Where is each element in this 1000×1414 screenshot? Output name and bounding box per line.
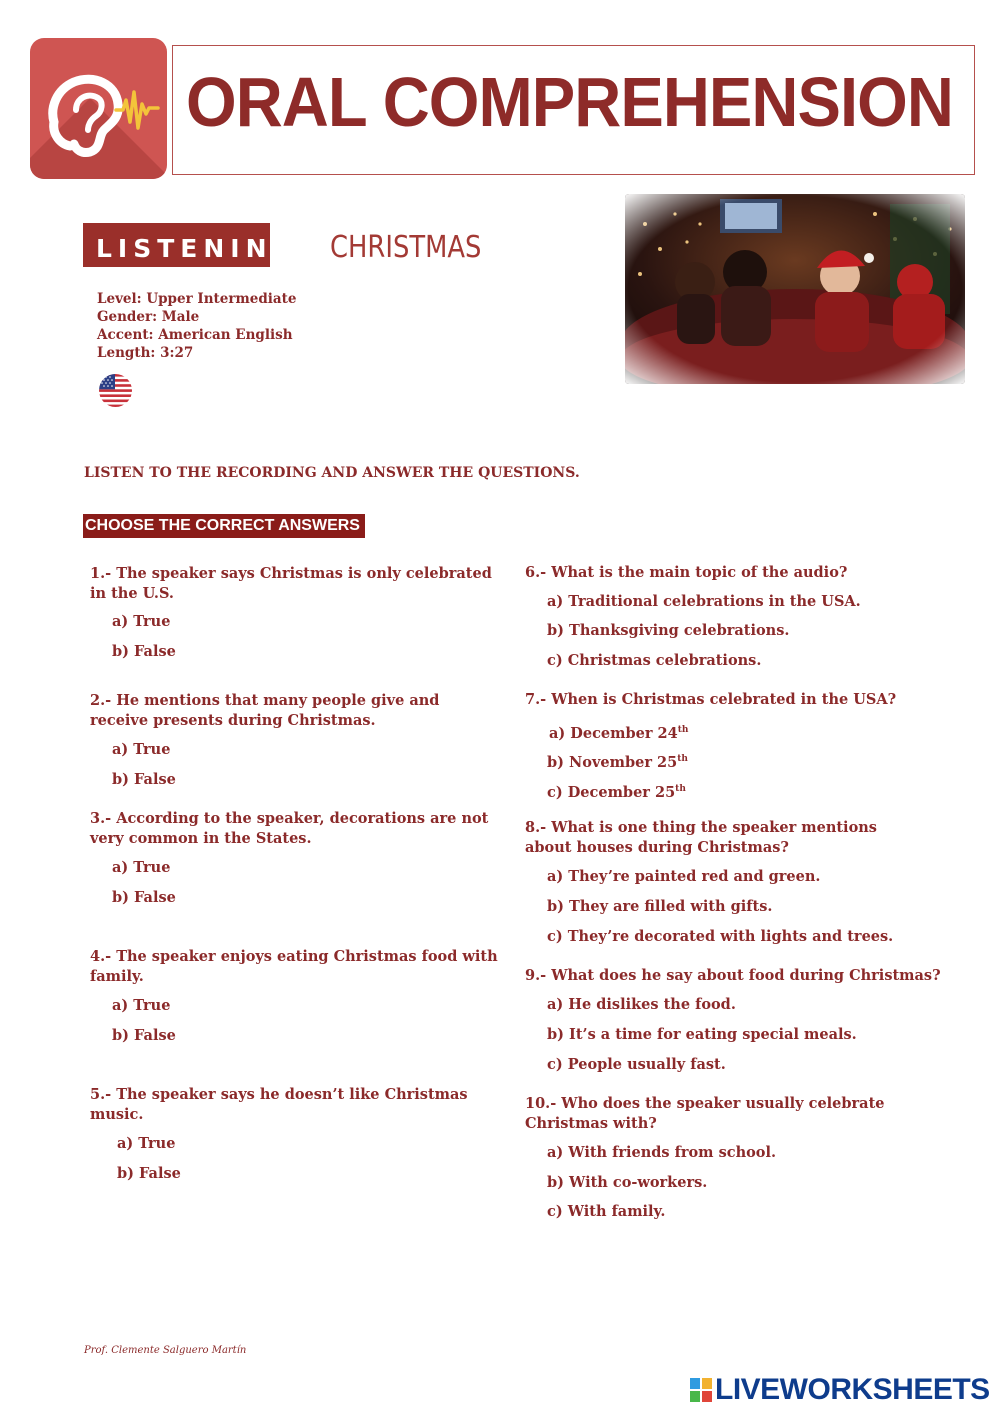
q8-option-b[interactable]: b) They are filled with gifts. [547, 898, 773, 915]
q9-option-c[interactable]: c) People usually fast. [547, 1056, 726, 1073]
question-7: 7.- When is Christmas celebrated in the USA? [525, 691, 897, 708]
logo [30, 38, 167, 179]
question-8: 8.- What is one thing the speaker mentions about houses during Christmas? [525, 819, 877, 856]
topic-title: CHRISTMAS [330, 230, 482, 265]
question-6: 6.- What is the main topic of the audio? [525, 564, 848, 581]
section-title: CHOOSE THE CORRECT ANSWERS [83, 514, 365, 538]
question-1: 1.- The speaker says Christmas is only celebrated in the U.S. [90, 565, 492, 602]
q9-option-b[interactable]: b) It’s a time for eating special meals. [547, 1026, 857, 1043]
ordinal-suffix: th [677, 754, 688, 764]
q2-option-a[interactable]: a) True [112, 741, 171, 758]
q1-option-a[interactable]: a) True [112, 613, 171, 630]
q10-option-c[interactable]: c) With family. [547, 1203, 666, 1220]
q8-option-a[interactable]: a) They’re painted red and green. [547, 868, 821, 885]
q7-option-b[interactable] [547, 749, 688, 773]
q9-option-a[interactable]: a) He dislikes the food. [547, 996, 736, 1013]
q5-option-b[interactable]: b) False [117, 1165, 181, 1182]
q6-option-b[interactable]: b) Thanksgiving celebrations. [547, 622, 790, 639]
ordinal-suffix: th [677, 725, 689, 735]
christmas-family-photo [625, 194, 965, 384]
author-credit: Prof. Clemente Salguero Martín [84, 1345, 247, 1356]
question-10: 10.- Who does the speaker usually celebrate Christmas with? [525, 1095, 885, 1132]
q7-option-c[interactable] [547, 779, 686, 803]
q7-option-a[interactable] [549, 720, 688, 744]
ear-soundwave-icon [30, 38, 167, 179]
page-title: ORAL COMPREHENSION [186, 63, 953, 141]
q7-option-b-label: b) November 25 [547, 754, 678, 771]
question-5: 5.- The speaker says he doesn’t like Christmas music. [90, 1086, 468, 1123]
length-text: Length: 3:27 [97, 345, 194, 361]
q4-option-b[interactable]: b) False [112, 1027, 176, 1044]
q10-option-a[interactable]: a) With friends from school. [547, 1144, 777, 1161]
q3-option-a[interactable]: a) True [112, 859, 171, 876]
ordinal-suffix: th [675, 784, 686, 794]
q4-option-a[interactable]: a) True [112, 997, 171, 1014]
q5-option-a[interactable]: a) True [117, 1135, 176, 1152]
gender-text: Gender: Male [97, 309, 200, 325]
instruction-text: LISTEN TO THE RECORDING AND ANSWER THE QUESTIONS. [84, 465, 580, 481]
q7-option-c-label: c) December 25 [547, 784, 676, 801]
accent-text: Accent: American English [97, 327, 293, 343]
us-flag-icon [99, 374, 132, 407]
q6-option-c[interactable]: c) Christmas celebrations. [547, 652, 762, 669]
liveworksheets-icon [690, 1378, 712, 1402]
audio-metadata [97, 290, 296, 362]
question-2: 2.- He mentions that many people give and receive presents during Christmas. [90, 692, 440, 729]
listening-badge: LISTENING [83, 223, 270, 267]
liveworksheets-logo[interactable] [690, 1374, 990, 1406]
brand-text: LIVEWORKSHEETS [715, 1373, 990, 1406]
q1-option-b[interactable]: b) False [112, 643, 176, 660]
q7-option-a-label: a) December 24 [549, 725, 678, 742]
q6-option-a[interactable]: a) Traditional celebrations in the USA. [547, 593, 861, 610]
q10-option-b[interactable]: b) With co-workers. [547, 1174, 708, 1191]
question-9: 9.- What does he say about food during Christmas? [525, 967, 941, 984]
question-4: 4.- The speaker enjoys eating Christmas food with family. [90, 948, 498, 985]
question-3: 3.- According to the speaker, decorations are not very common in the States. [90, 810, 489, 847]
q3-option-b[interactable]: b) False [112, 889, 176, 906]
q2-option-b[interactable]: b) False [112, 771, 176, 788]
q8-option-c[interactable]: c) They’re decorated with lights and trees. [547, 928, 894, 945]
level-text: Level: Upper Intermediate [97, 291, 297, 307]
